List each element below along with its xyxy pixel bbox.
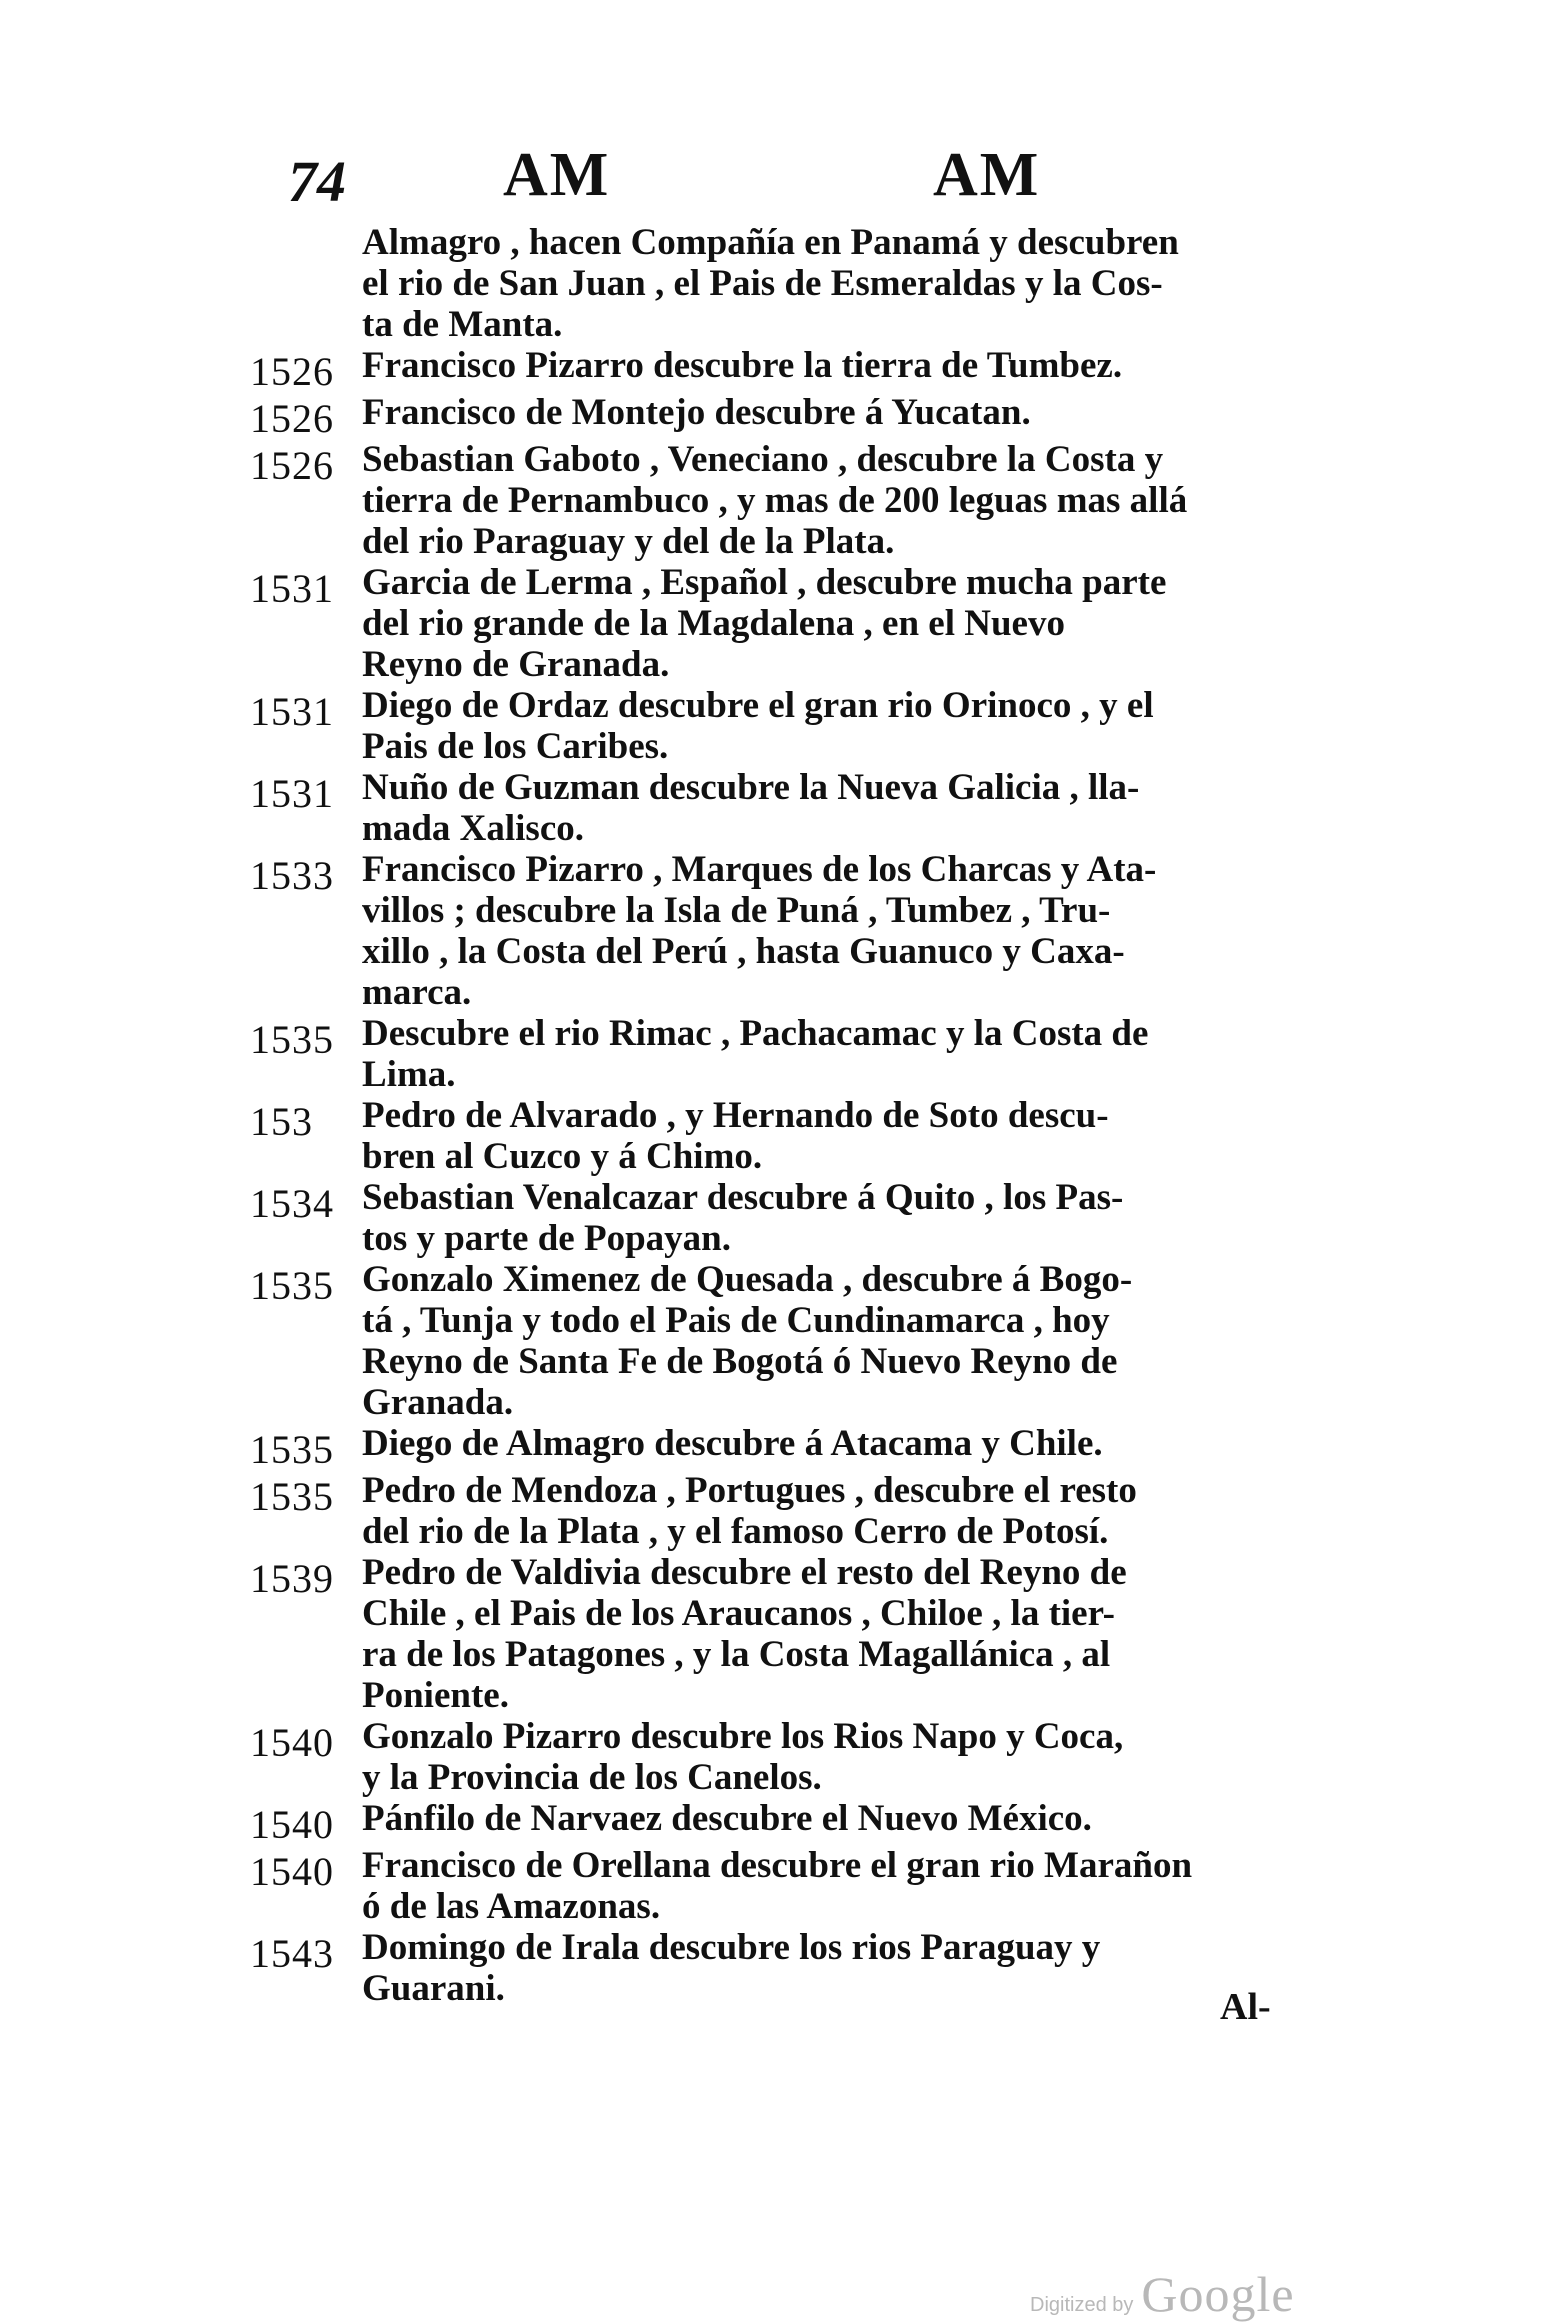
chronology-entry (250, 439, 1310, 562)
entry-year: 1526 (250, 443, 334, 488)
entry-text: Nuño de Guzman descubre la Nueva Galicia , lla- mada Xalisco. (362, 767, 1140, 849)
chronology-entry (250, 849, 1310, 1013)
chronology-entry (250, 392, 1310, 439)
entry-year: 153 (250, 1099, 313, 1144)
entry-year: 1540 (250, 1720, 334, 1765)
chronology-entry (250, 1423, 1310, 1470)
chronology-entry (250, 1013, 1310, 1095)
page-header (288, 140, 1298, 230)
entry-text: Pedro de Valdivia descubre el resto del Reyno de Chile , el Pais de los Araucanos , Chiloe , la tier- ra de los Patagones , y la Costa Magallánica , al Poniente. (362, 1552, 1127, 1716)
watermark-prefix: Digitized by (1030, 2294, 1134, 2316)
entry-text: Pedro de Alvarado , y Hernando de Soto descu- bren al Cuzco y á Chimo. (362, 1095, 1109, 1177)
chronology-list (250, 222, 1310, 2009)
entry-text: Francisco Pizarro , Marques de los Charcas y Ata- villos ; descubre la Isla de Puná , Tumbez , Tru- xillo , la Costa del Perú , hasta Guanuco y Caxa- marca. (362, 849, 1157, 1013)
entry-text: Francisco de Orellana descubre el gran rio Marañon ó de las Amazonas. (362, 1845, 1193, 1927)
entry-year: 1535 (250, 1427, 334, 1472)
chronology-entry (250, 1798, 1310, 1845)
chronology-entry (250, 1259, 1310, 1423)
entry-year: 1526 (250, 349, 334, 394)
entry-text: Sebastian Venalcazar descubre á Quito , los Pas- tos y parte de Popayan. (362, 1177, 1124, 1259)
entry-year (250, 222, 362, 228)
chronology-entry (250, 562, 1310, 685)
entry-text: Gonzalo Pizarro descubre los Rios Napo y Coca, y la Provincia de los Canelos. (362, 1716, 1124, 1798)
entry-year: 1531 (250, 689, 334, 734)
entry-year: 1531 (250, 566, 334, 611)
google-logo: Google (1141, 2266, 1295, 2322)
chronology-entry (250, 767, 1310, 849)
chronology-entry (250, 1716, 1310, 1798)
entry-year: 1535 (250, 1263, 334, 1308)
entry-year: 1539 (250, 1556, 334, 1601)
chronology-entry (250, 685, 1310, 767)
running-head-right: AM (933, 141, 1041, 209)
catchword: Al- (1220, 1986, 1271, 2028)
chronology-entry (250, 1470, 1310, 1552)
chronology-entry (250, 1552, 1310, 1716)
chronology-entry (250, 1177, 1310, 1259)
entry-text: Francisco Pizarro descubre la tierra de Tumbez. (362, 345, 1123, 386)
running-head-left: AM (503, 141, 611, 209)
entry-year: 1535 (250, 1474, 334, 1519)
entry-text: Pedro de Mendoza , Portugues , descubre el resto del rio de la Plata , y el famoso Cerro de Potosí. (362, 1470, 1137, 1552)
entry-text: Domingo de Irala descubre los rios Paraguay y Guarani. (362, 1927, 1101, 2009)
chronology-entry (250, 1095, 1310, 1177)
page-number: 74 (288, 149, 346, 214)
entry-year: 1531 (250, 771, 334, 816)
entry-text: Diego de Ordaz descubre el gran rio Orinoco , y el Pais de los Caribes. (362, 685, 1154, 767)
entry-year: 1526 (250, 396, 334, 441)
entry-year: 1543 (250, 1931, 334, 1976)
entry-text: Sebastian Gaboto , Veneciano , descubre la Costa y tierra de Pernambuco , y mas de 200 leguas mas allá del rio Paraguay y del de la Plata. (362, 439, 1188, 562)
chronology-entry (250, 1845, 1310, 1927)
entry-year: 1533 (250, 853, 334, 898)
entry-year: 1540 (250, 1802, 334, 1847)
entry-text: Almagro , hacen Compañía en Panamá y descubren el rio de San Juan , el Pais de Esmeraldas y la Cos- ta de Manta. (362, 222, 1179, 345)
digitization-watermark (1030, 2265, 1295, 2323)
entry-year: 1535 (250, 1017, 334, 1062)
entry-text: Garcia de Lerma , Español , descubre mucha parte del rio grande de la Magdalena , en el Nuevo Reyno de Granada. (362, 562, 1167, 685)
chronology-entry (250, 345, 1310, 392)
entry-text: Francisco de Montejo descubre á Yucatan. (362, 392, 1031, 433)
entry-text: Descubre el rio Rimac , Pachacamac y la Costa de Lima. (362, 1013, 1149, 1095)
entry-year: 1534 (250, 1181, 334, 1226)
entry-year: 1540 (250, 1849, 334, 1894)
chronology-entry (250, 222, 1310, 345)
chronology-entry (250, 1927, 1310, 2009)
entry-text: Gonzalo Ximenez de Quesada , descubre á Bogo- tá , Tunja y todo el Pais de Cundinamarca , hoy Reyno de Santa Fe de Bogotá ó Nuevo Reyno de Granada. (362, 1259, 1133, 1423)
entry-text: Pánfilo de Narvaez descubre el Nuevo México. (362, 1798, 1092, 1839)
entry-text: Diego de Almagro descubre á Atacama y Chile. (362, 1423, 1103, 1464)
